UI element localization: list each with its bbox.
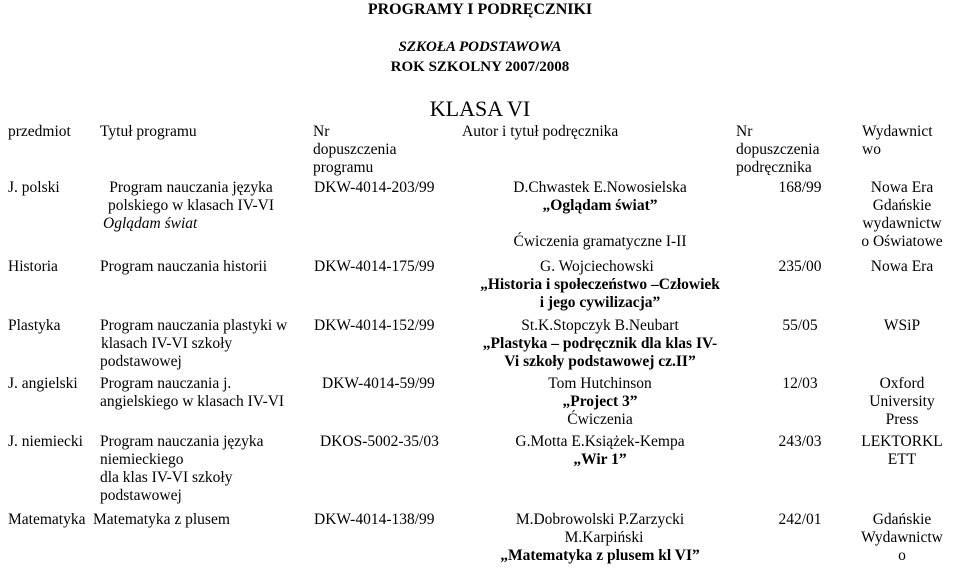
row-book-nr: 55/05	[782, 317, 818, 334]
row-subject: Plastyka	[8, 317, 61, 334]
row-program: Program nauczania plastyki w klasach IV-VI szkoły podstawowej	[100, 317, 288, 370]
row-book: M.Dobrowolski P.Zarzycki M.Karpiński „Matematyka z plusem kl VI”	[500, 511, 700, 564]
row-publisher: Nowa Era	[870, 258, 934, 275]
row-book: Tom Hutchinson „Project 3” Ćwiczenia	[548, 375, 652, 428]
row-publisher: Gdańskie Wydawnictw o	[861, 511, 943, 564]
row-book-nr: 242/01	[778, 511, 822, 528]
school-year: ROK SZKOLNY 2007/2008	[390, 59, 570, 75]
row-book-nr: 168/99	[778, 179, 822, 196]
row-book-nr: 235/00	[778, 258, 822, 275]
class-heading: KLASA VI	[429, 96, 531, 121]
row-program-nr: DKW-4014-175/99	[314, 258, 435, 275]
row-subject: Matematyka	[8, 511, 86, 528]
col-header-publisher: Wydawnict wo	[862, 123, 933, 158]
school-label: SZKOŁA PODSTAWOWA	[398, 39, 562, 55]
row-subject: J. angielski	[8, 375, 78, 392]
row-publisher: Nowa Era Gdańskie wydawnictw o Oświatowe	[861, 179, 943, 250]
row-program: Program nauczania j. angielskiego w klasach IV-VI	[100, 375, 285, 410]
row-book: D.Chwastek E.Nowosielska „Oglądam świat” Ćwiczenia gramatyczne I-II	[513, 179, 687, 250]
col-header-program-title: Tytuł programu	[100, 123, 197, 140]
row-program: Matematyka z plusem	[93, 511, 230, 528]
row-program-nr: DKW-4014-203/99	[314, 179, 435, 196]
row-book: G. Wojciechowski „Historia i społeczeństwo –Człowiek i jego cywilizacja”	[480, 258, 720, 311]
row-program: Program nauczania języka niemieckiego dla klas IV-VI szkoły podstawowej	[100, 433, 264, 504]
row-publisher: LEKTORKL ETT	[861, 433, 943, 468]
row-subject: J. polski	[8, 179, 60, 196]
col-header-author-title: Autor i tytuł podręcznika	[462, 123, 619, 140]
page-title: PROGRAMY I PODRĘCZNIKI	[367, 1, 593, 18]
row-publisher: Oxford University Press	[869, 375, 935, 428]
row-publisher: WSiP	[883, 317, 921, 334]
row-program: Program nauczania języka polskiego w klasach IV-VI Oglądam świat	[103, 179, 275, 232]
col-header-program-nr: Nr dopuszczenia programu	[313, 123, 397, 176]
row-program-nr: DKW-4014-138/99	[314, 511, 435, 528]
row-book: G.Motta E.Książek-Kempa „Wir 1”	[515, 433, 685, 468]
row-book: St.K.Stopczyk B.Neubart „Plastyka – podręcznik dla klas IV- Vi szkoły podstawowej cz.II”	[482, 317, 718, 370]
row-program-nr: DKW-4014-59/99	[322, 375, 435, 392]
row-program: Program nauczania historii	[100, 258, 268, 275]
row-subject: J. niemiecki	[8, 433, 83, 450]
row-program-nr: DKW-4014-152/99	[314, 317, 435, 334]
col-header-book-nr: Nr dopuszczenia podręcznika	[736, 123, 820, 176]
row-book-nr: 12/03	[782, 375, 818, 392]
row-subject: Historia	[8, 258, 58, 275]
col-header-subject: przedmiot	[8, 123, 71, 140]
row-program-nr: DKOS-5002-35/03	[320, 433, 439, 450]
row-book-nr: 243/03	[778, 433, 822, 450]
